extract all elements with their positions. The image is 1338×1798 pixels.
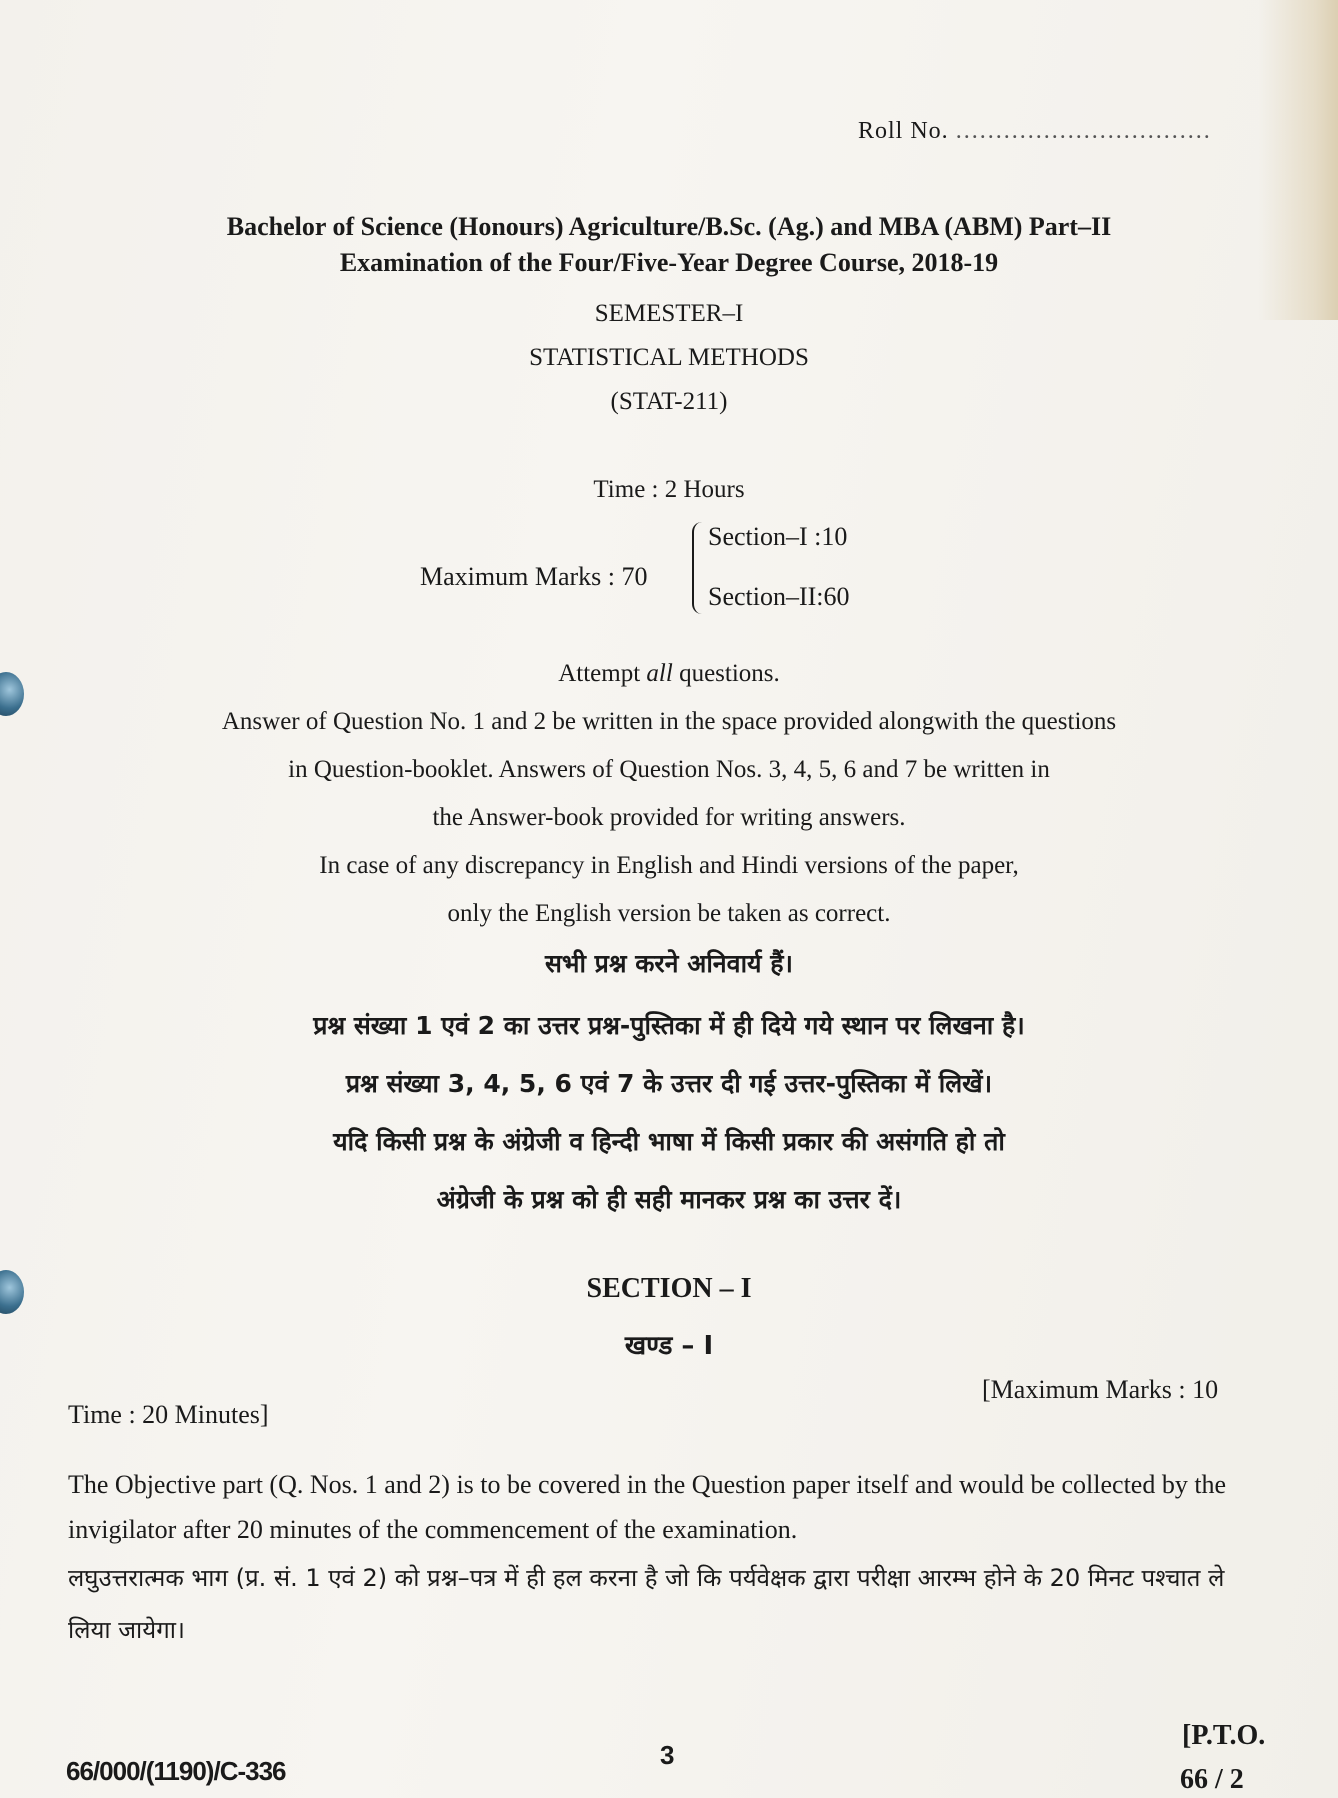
semester: SEMESTER–I — [594, 300, 744, 327]
exam-time: Time : 2 Hours — [593, 476, 745, 503]
instruction-hindi: प्रश्न संख्या 3, 4, 5, 6 एवं 7 के उत्तर दी गई उत्तर-पुस्तिका में लिखें। — [345, 1069, 993, 1098]
section2-marks: Section–II:60 — [708, 582, 850, 611]
subject-code: (STAT-211) — [610, 388, 728, 415]
paper-code: 66/000/(1190)/C-336 — [66, 1756, 286, 1786]
instruction-line: In case of any discrepancy in English and Hindi versions of the paper, — [319, 852, 1019, 879]
instruction-line: in Question-booklet. Answers of Question Nos. 3, 4, 5, 6 and 7 be written in — [288, 756, 1050, 783]
pto-label: [P.T.O. — [1182, 1720, 1266, 1751]
section-max-marks: [Maximum Marks : 10 — [982, 1375, 1219, 1404]
objective-note: The Objective part (Q. Nos. 1 and 2) is to be covered in the Question paper itself and would be collected by the invigilator after 20 minutes of the commencement of the examination. — [68, 1470, 1227, 1544]
emphasis-all: all — [646, 660, 673, 687]
objective-note-hindi: लघुउत्तरात्मक भाग (प्र. सं. 1 एवं 2) को प्रश्न–पत्र में ही हल करना है जो कि पर्यवेक्षक द्वारा परीक्षा आरम्भ होने के 20 मिनट पश्चात ले लिया जायेगा। — [68, 1564, 1225, 1644]
punch-hole — [0, 672, 24, 716]
header-degree: Bachelor of Science (Honours) Agriculture/B.Sc. (Ag.) and MBA (ABM) Part–II — [226, 212, 1112, 241]
roll-number-blank: ................................ — [955, 118, 1212, 144]
roll-number-label: Roll No. — [858, 118, 949, 144]
instruction-hindi: सभी प्रश्न करने अनिवार्य हैं। — [544, 949, 794, 978]
instruction-line: Answer of Question No. 1 and 2 be written in the space provided alongwith the questions — [221, 708, 1117, 735]
page-of: 66 / 2 — [1180, 1764, 1244, 1795]
instruction-hindi: प्रश्न संख्या 1 एवं 2 का उत्तर प्रश्न-पुस्तिका में ही दिये गये स्थान पर लिखना है। — [313, 1011, 1025, 1040]
section1-marks: Section–I :10 — [708, 522, 848, 551]
header-exam: Examination of the Four/Five-Year Degree Course, 2018-19 — [339, 248, 999, 277]
section-title: SECTION – I — [586, 1273, 752, 1304]
instruction-line: Attempt all questions. — [558, 660, 780, 687]
section-time: Time : 20 Minutes] — [68, 1400, 269, 1429]
instruction-line: the Answer-book provided for writing answers. — [432, 804, 906, 831]
section-title-hindi: खण्ड – I — [624, 1331, 714, 1361]
instruction-line: only the English version be taken as correct. — [447, 900, 891, 927]
subject-title: STATISTICAL METHODS — [529, 344, 809, 371]
max-marks: Maximum Marks : 70 — [420, 562, 648, 591]
page-number: 3 — [660, 1740, 675, 1770]
instruction-hindi: अंग्रेजी के प्रश्न को ही सही मानकर प्रश्न का उत्तर दें। — [436, 1185, 902, 1214]
roll-number — [858, 118, 1212, 145]
instruction-hindi: यदि किसी प्रश्न के अंग्रेजी व हिन्दी भाषा में किसी प्रकार की असंगति हो तो — [333, 1127, 1005, 1156]
